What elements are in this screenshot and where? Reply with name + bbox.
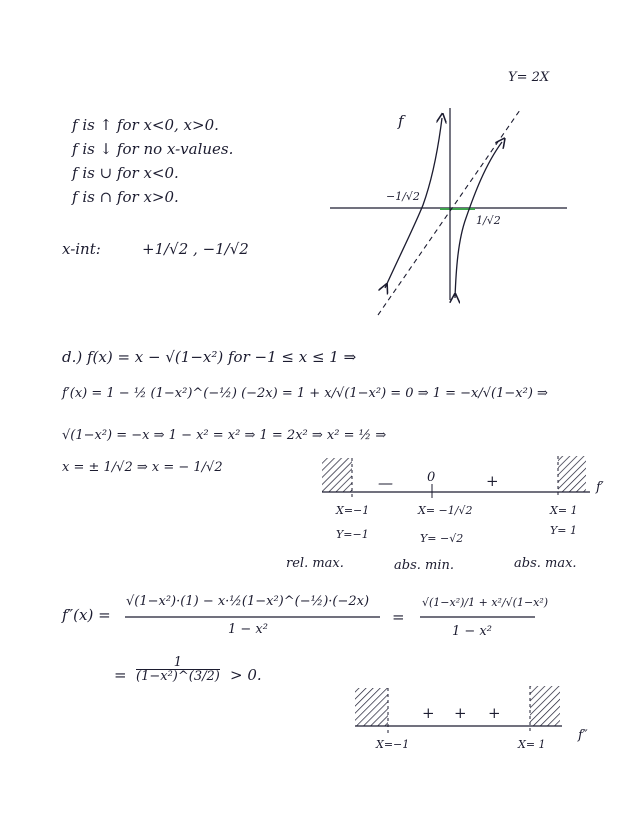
part-d-first-derivative: f′(x) = 1 − ½ (1−x²)^(−½) (−2x) = 1 + x/√(1−x²) = 0 ⇒ 1 = −x/√(1−x²) ⇒ xyxy=(62,386,548,401)
positive-inequality: > 0. xyxy=(230,666,262,684)
part-d-definition: d.) f(x) = x − √(1−x²) for −1 ≤ x ≤ 1 ⇒ xyxy=(62,348,357,366)
concave-up-statement: f is ∪ for x<0. xyxy=(72,164,179,182)
equals-sign-2: = xyxy=(114,666,127,684)
x-left-label-2: X=−1 xyxy=(376,738,410,751)
sign-chart-1 xyxy=(322,456,590,498)
asymptote-y-equals-2x xyxy=(378,110,520,315)
negative-root-label: −1/√2 xyxy=(386,190,420,203)
x-mid-label: X= −1/√2 xyxy=(418,504,473,517)
f-double-prime-label: f″ xyxy=(578,728,588,743)
positive-root-label: 1/√2 xyxy=(476,214,501,227)
asymptote-label: Y= 2X xyxy=(508,70,550,85)
rel-max-label: rel. max. xyxy=(286,556,344,571)
sign-plus: + xyxy=(486,472,499,490)
sign-plus-2: + xyxy=(454,704,467,722)
concave-down-statement: f is ∩ for x>0. xyxy=(72,188,179,206)
left-branch-curve xyxy=(385,118,442,288)
x-right-label: X= 1 xyxy=(550,504,578,517)
sign-minus: — xyxy=(378,474,393,492)
hatched-region-right-2 xyxy=(530,686,560,726)
y-mid-label: Y= −√2 xyxy=(420,532,464,545)
sign-zero: 0 xyxy=(427,470,436,485)
sign-plus-1: + xyxy=(422,704,435,722)
second-derivative-denominator: 1 − x² xyxy=(228,622,268,637)
abs-min-label: abs. min. xyxy=(394,558,454,573)
graph-1 xyxy=(330,108,567,315)
f-prime-label: f′ xyxy=(596,480,604,495)
y-right-label: Y= 1 xyxy=(550,524,577,537)
result-denominator: (1−x²)^(3/2) xyxy=(136,669,220,684)
part-d-solve-step: √(1−x²) = −x ⇒ 1 − x² = x² ⇒ 1 = 2x² ⇒ x² = ½ ⇒ xyxy=(62,428,387,443)
second-derivative-lhs: f″(x) = xyxy=(62,606,111,624)
x-intercept-label: x-int: xyxy=(62,240,101,258)
hatched-region-left-2 xyxy=(355,688,388,726)
abs-max-label: abs. max. xyxy=(514,556,577,571)
increasing-statement: f is ↑ for x<0, x>0. xyxy=(72,116,219,134)
decreasing-statement: f is ↓ for no x-values. xyxy=(72,140,234,158)
part-d-critical-point: x = ± 1/√2 ⇒ x = − 1/√2 xyxy=(62,460,223,475)
hatched-region-left xyxy=(322,458,352,492)
x-left-label: X=−1 xyxy=(336,504,370,517)
second-derivative-numerator-2: √(1−x²)/1 + x²/√(1−x²) xyxy=(422,596,549,609)
y-left-label: Y=−1 xyxy=(336,528,369,541)
result-numerator: 1 xyxy=(136,656,220,670)
x-right-label-2: X= 1 xyxy=(518,738,546,751)
second-derivative-numerator: √(1−x²)·(1) − x·½(1−x²)^(−½)·(−2x) xyxy=(126,594,370,609)
result-fraction xyxy=(136,656,220,683)
sign-plus-3: + xyxy=(488,704,501,722)
equals-sign-1: = xyxy=(392,608,405,626)
function-label: f xyxy=(398,112,404,130)
x-intercept-values: +1/√2 , −1/√2 xyxy=(142,240,249,258)
hatched-region-right xyxy=(558,456,586,492)
second-derivative-denominator-2: 1 − x² xyxy=(452,624,492,639)
